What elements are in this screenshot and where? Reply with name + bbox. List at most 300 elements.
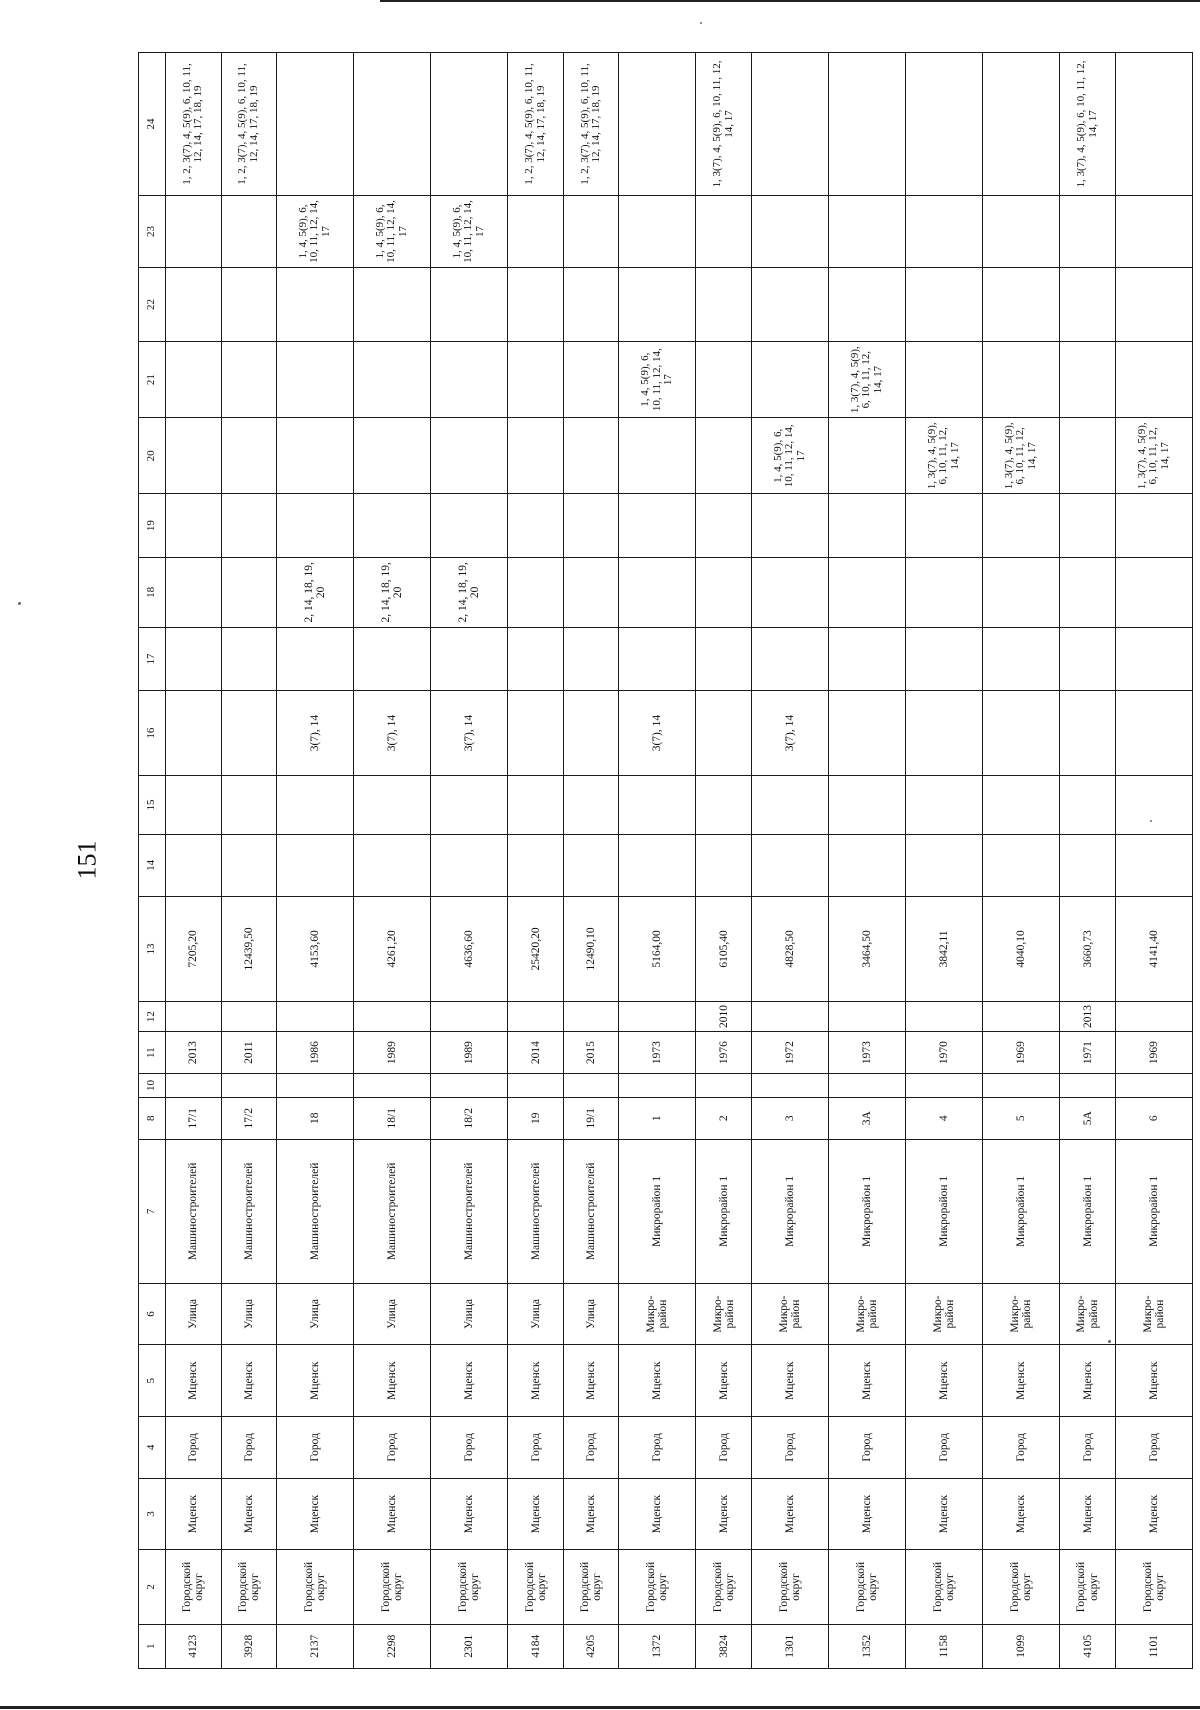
cell-col-24 [277, 53, 354, 196]
cell-col-19 [354, 494, 431, 557]
cell-col-19 [166, 494, 222, 557]
column-header-24: 24 [139, 53, 166, 196]
cell-col-2: Городской округ [1060, 1550, 1116, 1624]
cell-col-23 [1115, 196, 1192, 268]
cell-col-6: Микро-район [983, 1283, 1060, 1344]
cell-col-15 [983, 775, 1060, 834]
cell-col-7: Микрорайон 1 [829, 1139, 906, 1283]
cell-col-3: Мценск [1115, 1478, 1192, 1550]
cell-col-3: Мценск [696, 1478, 752, 1550]
cell-col-19 [751, 494, 828, 557]
cell-col-15 [829, 775, 906, 834]
cell-col-6: Улица [166, 1283, 222, 1344]
cell-col-2: Городской округ [431, 1550, 508, 1624]
cell-col-13: 4040,10 [983, 896, 1060, 1002]
cell-col-14 [829, 835, 906, 896]
cell-col-8: 18/1 [354, 1097, 431, 1139]
cell-col-4: Город [829, 1417, 906, 1478]
cell-col-13: 25420,20 [508, 896, 564, 1002]
cell-col-11: 1986 [277, 1031, 354, 1073]
cell-col-4: Город [1060, 1417, 1116, 1478]
cell-col-20 [431, 418, 508, 494]
cell-col-18 [751, 557, 828, 627]
cell-col-24 [619, 53, 696, 196]
cell-col-21 [166, 342, 222, 418]
cell-col-16 [1115, 691, 1192, 776]
cell-col-22 [906, 267, 983, 341]
cell-col-12 [221, 1002, 277, 1032]
cell-col-5: Мценск [277, 1345, 354, 1417]
cell-col-11: 1976 [696, 1031, 752, 1073]
column-header-23: 23 [139, 196, 166, 268]
cell-col-11: 1969 [1115, 1031, 1192, 1073]
cell-col-18 [696, 557, 752, 627]
cell-col-11: 1970 [906, 1031, 983, 1073]
cell-col-22 [563, 267, 619, 341]
cell-col-6: Улица [563, 1283, 619, 1344]
cell-col-12 [906, 1002, 983, 1032]
cell-col-11: 1989 [431, 1031, 508, 1073]
cell-col-21 [221, 342, 277, 418]
cell-col-21 [696, 342, 752, 418]
cell-col-18 [619, 557, 696, 627]
cell-col-1: 2298 [354, 1624, 431, 1668]
cell-col-11: 2014 [508, 1031, 564, 1073]
cell-col-7: Микрорайон 1 [983, 1139, 1060, 1283]
cell-col-3: Мценск [277, 1478, 354, 1550]
cell-col-19 [563, 494, 619, 557]
cell-col-22 [1060, 267, 1116, 341]
cell-col-7: Машиностроителей [508, 1139, 564, 1283]
cell-col-19 [221, 494, 277, 557]
cell-col-4: Город [166, 1417, 222, 1478]
cell-col-10 [696, 1074, 752, 1097]
cell-col-2: Городской округ [829, 1550, 906, 1624]
cell-col-14 [751, 835, 828, 896]
cell-col-19 [508, 494, 564, 557]
cell-col-22 [983, 267, 1060, 341]
cell-col-16 [508, 691, 564, 776]
cell-col-8: 19 [508, 1097, 564, 1139]
cell-col-15 [221, 775, 277, 834]
cell-col-16: 3(7), 14 [619, 691, 696, 776]
cell-col-14 [1060, 835, 1116, 896]
cell-col-23 [751, 196, 828, 268]
cell-col-3: Мценск [221, 1478, 277, 1550]
cell-col-13: 5164,00 [619, 896, 696, 1002]
cell-col-21 [563, 342, 619, 418]
column-header-6: 6 [139, 1283, 166, 1344]
cell-col-18 [983, 557, 1060, 627]
column-header-4: 4 [139, 1417, 166, 1478]
cell-col-19 [1060, 494, 1116, 557]
cell-col-6: Микро-район [619, 1283, 696, 1344]
cell-col-22 [431, 267, 508, 341]
cell-col-3: Мценск [829, 1478, 906, 1550]
cell-col-7: Микрорайон 1 [696, 1139, 752, 1283]
cell-col-17 [166, 627, 222, 690]
cell-col-21 [354, 342, 431, 418]
column-header-18: 18 [139, 557, 166, 627]
column-header-11: 11 [139, 1031, 166, 1073]
cell-col-3: Мценск [1060, 1478, 1116, 1550]
table-row [563, 53, 619, 1669]
cell-col-21: 1, 3(7), 4, 5(9), 6, 10, 11, 12, 14, 17 [829, 342, 906, 418]
cell-col-1: 1301 [751, 1624, 828, 1668]
cell-col-7: Машиностроителей [221, 1139, 277, 1283]
cell-col-22 [696, 267, 752, 341]
cell-col-12 [983, 1002, 1060, 1032]
cell-col-11: 1973 [829, 1031, 906, 1073]
cell-col-5: Мценск [166, 1345, 222, 1417]
cell-col-23 [508, 196, 564, 268]
cell-col-21 [1115, 342, 1192, 418]
cell-col-24 [1115, 53, 1192, 196]
cell-col-22 [1115, 267, 1192, 341]
cell-col-3: Мценск [431, 1478, 508, 1550]
cell-col-14 [983, 835, 1060, 896]
cell-col-22 [829, 267, 906, 341]
cell-col-17 [751, 627, 828, 690]
cell-col-23 [619, 196, 696, 268]
cell-col-8: 19/1 [563, 1097, 619, 1139]
cell-col-13: 7205,20 [166, 896, 222, 1002]
cell-col-22 [277, 267, 354, 341]
cell-col-1: 1372 [619, 1624, 696, 1668]
header-row [139, 53, 166, 1669]
cell-col-15 [751, 775, 828, 834]
cell-col-2: Городской округ [166, 1550, 222, 1624]
cell-col-8: 18/2 [431, 1097, 508, 1139]
cell-col-13: 4828,50 [751, 896, 828, 1002]
cell-col-3: Мценск [563, 1478, 619, 1550]
cell-col-22 [221, 267, 277, 341]
cell-col-5: Мценск [696, 1345, 752, 1417]
cell-col-5: Мценск [1060, 1345, 1116, 1417]
cell-col-14 [354, 835, 431, 896]
cell-col-24: 1, 2, 3(7), 4, 5(9), 6, 10, 11, 12, 14, 17, 18, 19 [563, 53, 619, 196]
cell-col-16 [221, 691, 277, 776]
cell-col-3: Мценск [508, 1478, 564, 1550]
cell-col-15 [508, 775, 564, 834]
cell-col-6: Микро-район [696, 1283, 752, 1344]
column-header-19: 19 [139, 494, 166, 557]
cell-col-16: 3(7), 14 [354, 691, 431, 776]
rotated-table-container [138, 52, 1193, 1669]
cell-col-4: Город [277, 1417, 354, 1478]
table-row [829, 53, 906, 1669]
column-header-16: 16 [139, 691, 166, 776]
cell-col-17 [906, 627, 983, 690]
cell-col-7: Машиностроителей [563, 1139, 619, 1283]
cell-col-8: 1 [619, 1097, 696, 1139]
scan-speck [700, 22, 702, 24]
cell-col-1: 4105 [1060, 1624, 1116, 1668]
cell-col-19 [619, 494, 696, 557]
cell-col-1: 4184 [508, 1624, 564, 1668]
table-row [277, 53, 354, 1669]
cell-col-16: 3(7), 14 [751, 691, 828, 776]
cell-col-5: Мценск [906, 1345, 983, 1417]
cell-col-17 [696, 627, 752, 690]
cell-col-11: 2013 [166, 1031, 222, 1073]
cell-col-8: 2 [696, 1097, 752, 1139]
cell-col-6: Микро-район [751, 1283, 828, 1344]
cell-col-21: 1, 4, 5(9), 6, 10, 11, 12, 14, 17 [619, 342, 696, 418]
cell-col-16 [166, 691, 222, 776]
cell-col-7: Машиностроителей [166, 1139, 222, 1283]
cell-col-13: 12439,50 [221, 896, 277, 1002]
cell-col-4: Город [563, 1417, 619, 1478]
cell-col-11: 1969 [983, 1031, 1060, 1073]
column-header-14: 14 [139, 835, 166, 896]
cell-col-23: 1, 4, 5(9), 6, 10, 11, 12, 14, 17 [431, 196, 508, 268]
cell-col-4: Город [983, 1417, 1060, 1478]
column-header-7: 7 [139, 1139, 166, 1283]
cell-col-2: Городской округ [983, 1550, 1060, 1624]
cell-col-5: Мценск [983, 1345, 1060, 1417]
cell-col-18 [906, 557, 983, 627]
cell-col-12: 2010 [696, 1002, 752, 1032]
cell-col-12 [563, 1002, 619, 1032]
table-row [906, 53, 983, 1669]
cell-col-13: 4153,60 [277, 896, 354, 1002]
cell-col-12 [829, 1002, 906, 1032]
cell-col-2: Городской округ [277, 1550, 354, 1624]
cell-col-18 [221, 557, 277, 627]
cell-col-23 [983, 196, 1060, 268]
cell-col-20 [221, 418, 277, 494]
cell-col-20 [1060, 418, 1116, 494]
cell-col-22 [354, 267, 431, 341]
cell-col-17 [563, 627, 619, 690]
cell-col-23: 1, 4, 5(9), 6, 10, 11, 12, 14, 17 [277, 196, 354, 268]
cell-col-16 [563, 691, 619, 776]
cell-col-20: 1, 3(7), 4, 5(9), 6, 10, 11, 12, 14, 17 [1115, 418, 1192, 494]
cell-col-16: 3(7), 14 [277, 691, 354, 776]
cell-col-10 [1115, 1074, 1192, 1097]
scan-speck [18, 602, 21, 605]
cell-col-4: Город [696, 1417, 752, 1478]
cell-col-16 [696, 691, 752, 776]
column-header-10: 10 [139, 1074, 166, 1097]
cell-col-4: Город [354, 1417, 431, 1478]
cell-col-13: 6105,40 [696, 896, 752, 1002]
cell-col-20 [277, 418, 354, 494]
table-row [166, 53, 222, 1669]
cell-col-22 [508, 267, 564, 341]
cell-col-24 [354, 53, 431, 196]
cell-col-8: 17/1 [166, 1097, 222, 1139]
cell-col-7: Машиностроителей [277, 1139, 354, 1283]
cell-col-2: Городской округ [1115, 1550, 1192, 1624]
cell-col-23 [906, 196, 983, 268]
cell-col-15 [277, 775, 354, 834]
table-row [1115, 53, 1192, 1669]
cell-col-12 [751, 1002, 828, 1032]
cell-col-17 [983, 627, 1060, 690]
cell-col-21 [277, 342, 354, 418]
cell-col-16 [1060, 691, 1116, 776]
cell-col-8: 3А [829, 1097, 906, 1139]
cell-col-7: Машиностроителей [354, 1139, 431, 1283]
cell-col-15 [431, 775, 508, 834]
cell-col-16 [829, 691, 906, 776]
cell-col-6: Улица [431, 1283, 508, 1344]
cell-col-4: Город [1115, 1417, 1192, 1478]
cell-col-14 [431, 835, 508, 896]
page-number [72, 830, 102, 890]
cell-col-1: 2137 [277, 1624, 354, 1668]
cell-col-5: Мценск [431, 1345, 508, 1417]
cell-col-20 [619, 418, 696, 494]
cell-col-10 [829, 1074, 906, 1097]
cell-col-17 [354, 627, 431, 690]
cell-col-24 [906, 53, 983, 196]
table-row [751, 53, 828, 1669]
cell-col-11: 1973 [619, 1031, 696, 1073]
column-header-1: 1 [139, 1624, 166, 1668]
cell-col-17 [1115, 627, 1192, 690]
cell-col-5: Мценск [221, 1345, 277, 1417]
cell-col-2: Городской округ [906, 1550, 983, 1624]
column-header-17: 17 [139, 627, 166, 690]
cell-col-16: 3(7), 14 [431, 691, 508, 776]
cell-col-13: 3464,50 [829, 896, 906, 1002]
cell-col-16 [983, 691, 1060, 776]
cell-col-8: 17/2 [221, 1097, 277, 1139]
cell-col-11: 2011 [221, 1031, 277, 1073]
column-header-22: 22 [139, 267, 166, 341]
cell-col-24: 1, 2, 3(7), 4, 5(9), 6, 10, 11, 12, 14, 17, 18, 19 [221, 53, 277, 196]
cell-col-18 [1115, 557, 1192, 627]
cell-col-1: 1099 [983, 1624, 1060, 1668]
cell-col-19 [906, 494, 983, 557]
cell-col-15 [696, 775, 752, 834]
cell-col-17 [277, 627, 354, 690]
cell-col-24: 1, 3(7), 4, 5(9), 6, 10, 11, 12, 14, 17 [1060, 53, 1116, 196]
cell-col-18 [166, 557, 222, 627]
cell-col-13: 3660,73 [1060, 896, 1116, 1002]
cell-col-15 [563, 775, 619, 834]
cell-col-15 [906, 775, 983, 834]
cell-col-14 [221, 835, 277, 896]
cell-col-14 [1115, 835, 1192, 896]
cell-col-12 [619, 1002, 696, 1032]
cell-col-3: Мценск [751, 1478, 828, 1550]
cell-col-7: Микрорайон 1 [1060, 1139, 1116, 1283]
cell-col-20 [696, 418, 752, 494]
cell-col-15 [354, 775, 431, 834]
cell-col-1: 4205 [563, 1624, 619, 1668]
cell-col-23 [221, 196, 277, 268]
column-header-21: 21 [139, 342, 166, 418]
cell-col-20: 1, 3(7), 4, 5(9), 6, 10, 11, 12, 14, 17 [906, 418, 983, 494]
cell-col-7: Микрорайон 1 [751, 1139, 828, 1283]
page-number-text: 151 [72, 840, 101, 880]
table-row [221, 53, 277, 1669]
cell-col-21 [906, 342, 983, 418]
cell-col-21 [508, 342, 564, 418]
cell-col-10 [983, 1074, 1060, 1097]
cell-col-19 [983, 494, 1060, 557]
cell-col-3: Мценск [354, 1478, 431, 1550]
cell-col-6: Улица [277, 1283, 354, 1344]
cell-col-20: 1, 3(7), 4, 5(9), 6, 10, 11, 12, 14, 17 [983, 418, 1060, 494]
cell-col-24 [751, 53, 828, 196]
cell-col-19 [277, 494, 354, 557]
cell-col-10 [508, 1074, 564, 1097]
cell-col-21 [431, 342, 508, 418]
cell-col-6: Микро-район [906, 1283, 983, 1344]
cell-col-1: 1158 [906, 1624, 983, 1668]
cell-col-10 [619, 1074, 696, 1097]
cell-col-10 [277, 1074, 354, 1097]
cell-col-12 [166, 1002, 222, 1032]
cell-col-19 [696, 494, 752, 557]
table-row [983, 53, 1060, 1669]
cell-col-1: 3824 [696, 1624, 752, 1668]
cell-col-5: Мценск [354, 1345, 431, 1417]
cell-col-1: 2301 [431, 1624, 508, 1668]
cell-col-10 [354, 1074, 431, 1097]
table-row [354, 53, 431, 1669]
cell-col-6: Улица [354, 1283, 431, 1344]
cell-col-20 [508, 418, 564, 494]
cell-col-2: Городской округ [563, 1550, 619, 1624]
cell-col-6: Микро-район [829, 1283, 906, 1344]
table-row [696, 53, 752, 1669]
cell-col-11: 2015 [563, 1031, 619, 1073]
cell-col-8: 4 [906, 1097, 983, 1139]
cell-col-7: Микрорайон 1 [906, 1139, 983, 1283]
cell-col-5: Мценск [563, 1345, 619, 1417]
cell-col-14 [277, 835, 354, 896]
cell-col-1: 1101 [1115, 1624, 1192, 1668]
table-row [508, 53, 564, 1669]
cell-col-22 [751, 267, 828, 341]
cell-col-8: 6 [1115, 1097, 1192, 1139]
cell-col-13: 4141,40 [1115, 896, 1192, 1002]
cell-col-12 [431, 1002, 508, 1032]
cell-col-18 [508, 557, 564, 627]
cell-col-20 [829, 418, 906, 494]
cell-col-2: Городской округ [508, 1550, 564, 1624]
cell-col-13: 4261,20 [354, 896, 431, 1002]
cell-col-20 [166, 418, 222, 494]
table-row [431, 53, 508, 1669]
cell-col-12 [1115, 1002, 1192, 1032]
cell-col-5: Мценск [508, 1345, 564, 1417]
column-header-15: 15 [139, 775, 166, 834]
cell-col-17 [619, 627, 696, 690]
cell-col-7: Микрорайон 1 [619, 1139, 696, 1283]
cell-col-14 [508, 835, 564, 896]
cell-col-21 [751, 342, 828, 418]
cell-col-17 [829, 627, 906, 690]
cell-col-2: Городской округ [619, 1550, 696, 1624]
cell-col-10 [431, 1074, 508, 1097]
table-row [619, 53, 696, 1669]
cell-col-14 [696, 835, 752, 896]
table-body [139, 53, 1193, 1669]
cell-col-10 [1060, 1074, 1116, 1097]
cell-col-10 [166, 1074, 222, 1097]
column-header-5: 5 [139, 1345, 166, 1417]
cell-col-12 [277, 1002, 354, 1032]
cell-col-8: 18 [277, 1097, 354, 1139]
column-header-8: 8 [139, 1097, 166, 1139]
